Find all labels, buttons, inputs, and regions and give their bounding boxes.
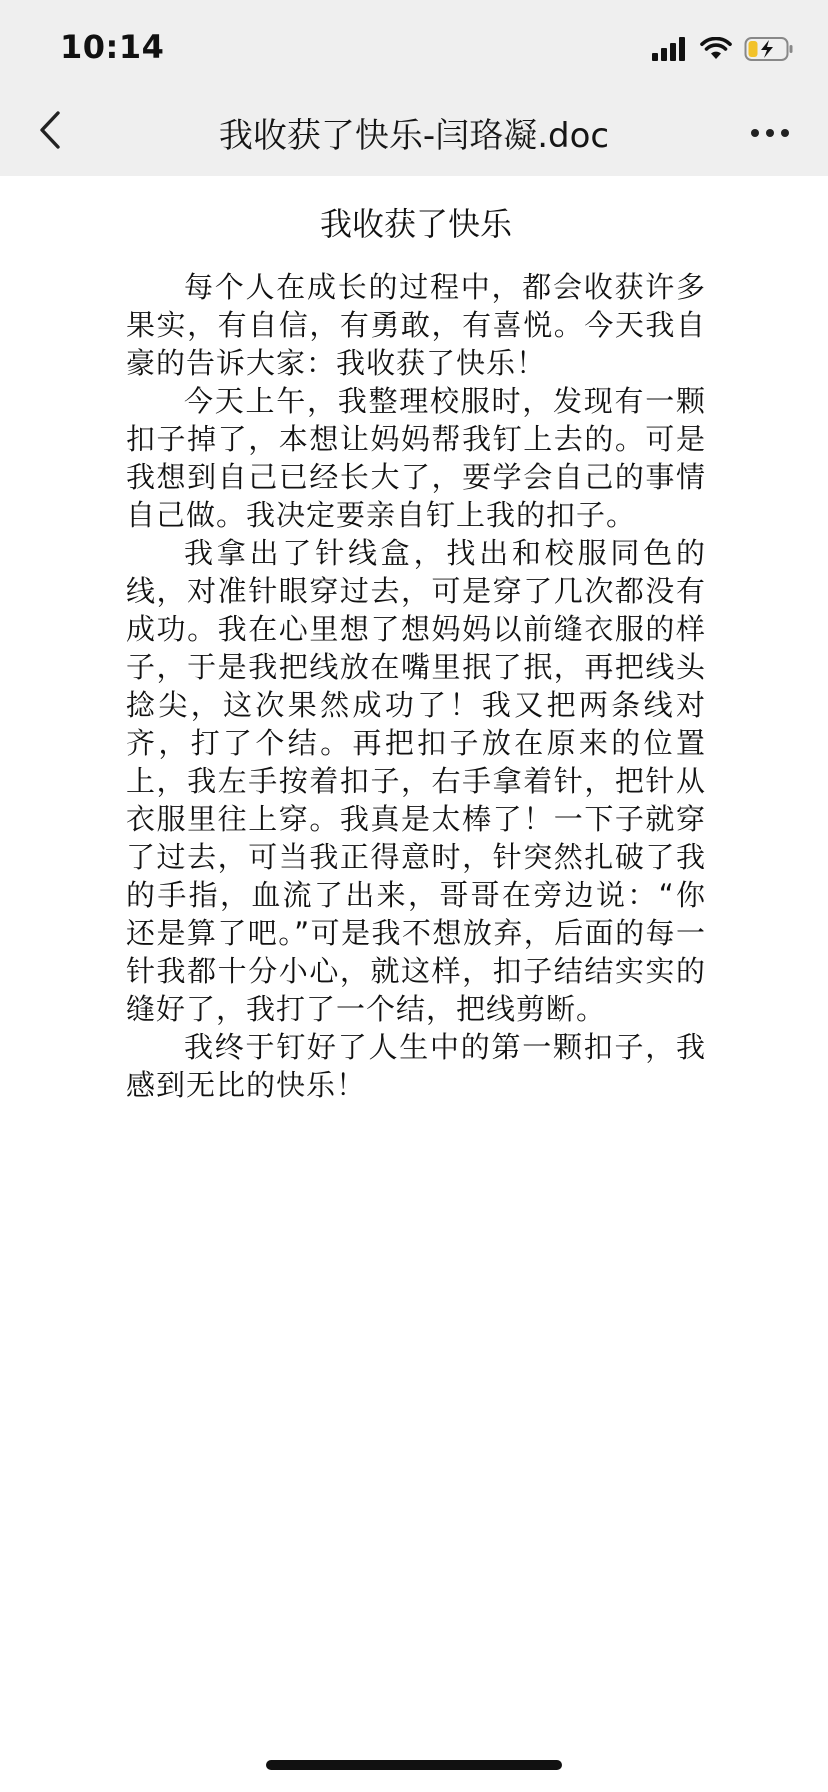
paragraph: 每个人在成长的过程中，都会收获许多果实，有自信，有勇敢，有喜悦。今天我自豪的告诉大家：我收获了快乐！: [126, 270, 706, 380]
status-time: 10:14: [60, 28, 165, 66]
document-file-name: 我收获了快乐-闫珞凝.doc: [218, 116, 610, 156]
more-horizontal-icon: [750, 123, 790, 142]
home-indicator[interactable]: [266, 1760, 562, 1770]
back-button[interactable]: [28, 104, 72, 160]
paragraph: 我拿出了针线盒，找出和校服同色的线，对准针眼穿过去，可是穿了几次都没有成功。我在心里想了想妈妈以前缝衣服的样子，于是我把线放在嘴里抿了抿，再把线头捻尖，这次果然成功了！我又把两条线对齐，打了个结。再把扣子放在原来的位置上，我左手按着扣子，右手拿着针，把针从衣服里往上穿。我真是太棒了！一下子就穿了过去，可当我正得意时，针突然扎破了我的手指，血流了出来，哥哥在旁边说：“你还是算了吧。”可是我不想放弃，后面的每一针我都十分小心，就这样，扣子结结实实的缝好了，我打了一个结，把线剪断。: [126, 536, 706, 1026]
battery-charging-icon: [744, 36, 794, 66]
status-icons: [652, 34, 794, 68]
paragraph: 我终于钉好了人生中的第一颗扣子，我感到无比的快乐！: [126, 1030, 706, 1102]
document-title: 我收获了快乐: [319, 205, 512, 243]
paragraph: 今天上午，我整理校服时，发现有一颗扣子掉了，本想让妈妈帮我钉上去的。可是我想到自己已经长大了，要学会自己的事情自己做。我决定要亲自钉上我的扣子。: [126, 384, 706, 532]
wifi-icon: [700, 37, 732, 65]
document-body: [126, 202, 706, 1104]
chevron-left-icon: [38, 110, 62, 154]
top-bar: [0, 0, 828, 176]
more-button[interactable]: [742, 108, 798, 156]
signal-icon: [652, 37, 688, 65]
